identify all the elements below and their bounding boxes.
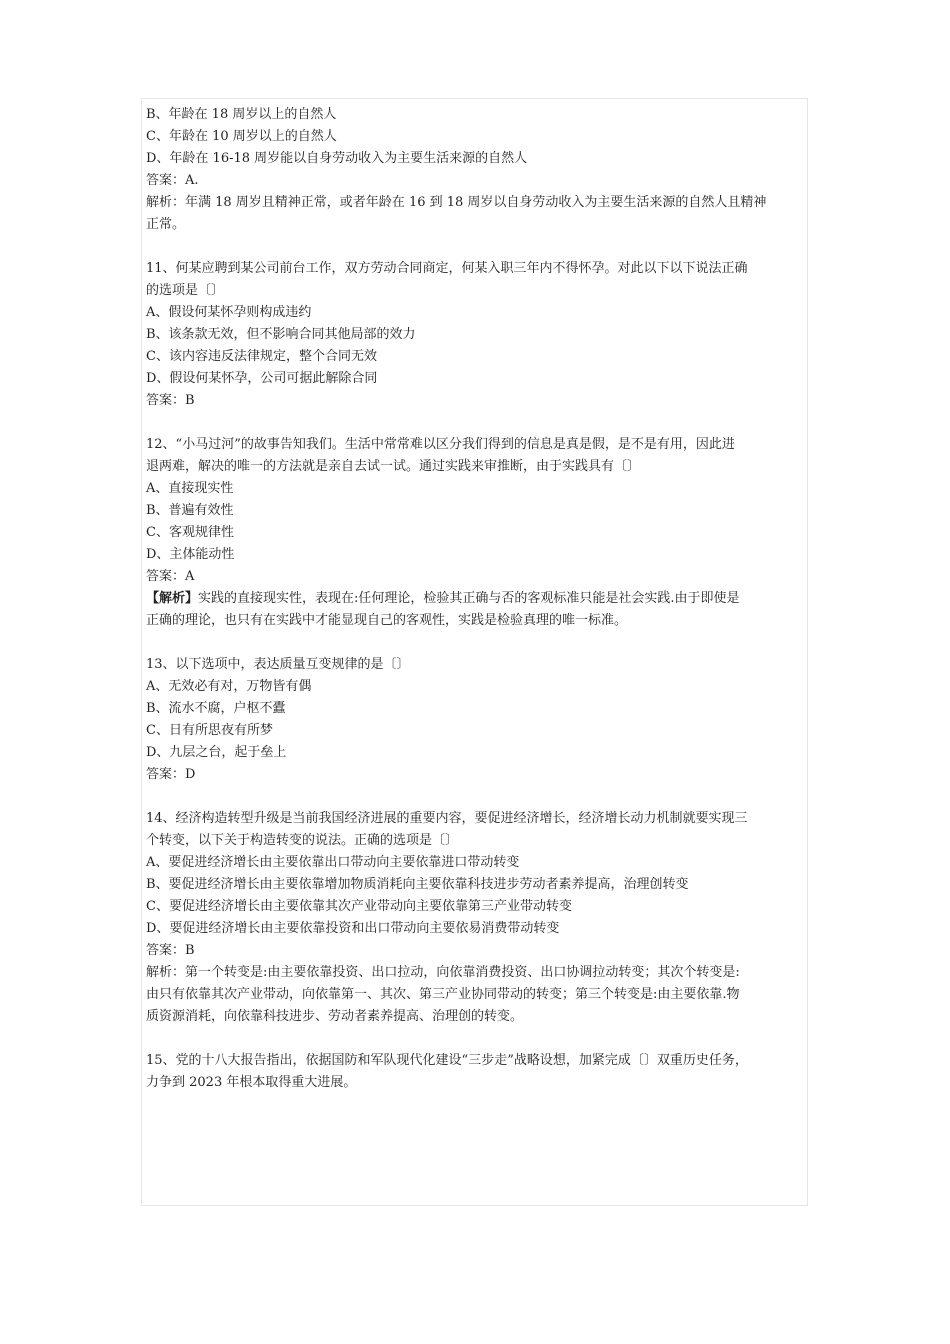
- q11-stem-line-1: 11、何某应聘到某公司前台工作，双方劳动合同商定，何某入职三年内不得怀孕。对此以下以下说法正确: [146, 261, 748, 276]
- q10-option-d: D、年龄在 16-18 周岁能以自身劳动收入为主要生活来源的自然人: [146, 151, 528, 166]
- q14-analysis-line-3: 质资源消耗，向依靠科技进步、劳动者素养提高、治理创的转变。: [146, 1009, 524, 1024]
- q15-stem-line-1: 15、党的十八大报告指出，依据国防和军队现代化建设“三步走”战略设想，加紧完成〔〕双重历史任务，: [146, 1053, 748, 1068]
- question-10-tail: [146, 104, 810, 236]
- q13-option-b: B、流水不腐，户枢不蠹: [146, 701, 286, 716]
- q12-analysis-text: 实践的直接现实性，表现在:任何理论，检验其正确与否的客观标准只能是社会实践.由于即使是: [198, 591, 740, 606]
- question-11: [146, 258, 810, 412]
- q13-option-c: C、日有所思夜有所梦: [146, 723, 273, 738]
- document-page: [141, 98, 808, 1206]
- q14-option-a: A、要促进经济增长由主要依靠出口带动向主要依靠进口带动转变: [146, 855, 520, 870]
- spacer: [146, 786, 810, 808]
- q14-analysis-line-2: 由只有依靠其次产业带动，向依靠第一、其次、第三产业协同带动的转变；第三个转变是:由主要依靠.物: [146, 987, 740, 1002]
- q14-option-d: D、要促进经济增长由主要依靠投资和出口带动向主要依易消费带动转变: [146, 921, 560, 936]
- q11-option-d: D、假设何某怀孕，公司可据此解除合同: [146, 371, 378, 386]
- q14-analysis-line-1: 解析：第一个转变是:由主要依靠投资、出口拉动，向依靠消费投资、出口协调拉动转变；其次个转变是:: [146, 965, 740, 980]
- q12-option-d: D、主体能动性: [146, 547, 235, 562]
- q14-stem-line-2: 个转变，以下关于构造转变的说法。正确的选项是〔〕: [146, 833, 459, 848]
- q12-option-a: A、直接现实性: [146, 481, 234, 496]
- q10-analysis-line-2: 正常。: [146, 217, 186, 232]
- spacer: [146, 1028, 810, 1050]
- q12-stem-line-2: 退两难，解决的唯一的方法就是亲自去试一试。通过实践来审推断，由于实践具有〔〕: [146, 459, 641, 474]
- q10-analysis-line-1: 解析：年满 18 周岁且精神正常，或者年龄在 16 到 18 周岁以自身劳动收入为主要生活来源的自然人且精神: [146, 195, 767, 210]
- q13-option-d: D、九层之台，起于垒上: [146, 745, 287, 760]
- q11-stem-line-2: 的选项是〔〕: [146, 283, 225, 298]
- q12-analysis-tag: 【解析】: [146, 591, 199, 606]
- q11-option-c: C、该内容违反法律规定，整个合同无效: [146, 349, 377, 364]
- q14-answer: 答案：B: [146, 943, 195, 958]
- question-14: [146, 808, 810, 1028]
- q12-option-b: B、普遍有效性: [146, 503, 234, 518]
- q12-analysis-line-2: 正确的理论，也只有在实践中才能显现自己的客观性，实践是检验真理的唯一标准。: [146, 613, 628, 628]
- q13-answer: 答案：D: [146, 767, 196, 782]
- q13-stem: 13、以下选项中，表达质量互变规律的是〔〕: [146, 657, 410, 672]
- spacer: [146, 412, 810, 434]
- q10-option-c: C、年龄在 10 周岁以上的自然人: [146, 129, 337, 144]
- q10-option-b: B、年龄在 18 周岁以上的自然人: [146, 107, 337, 122]
- question-12: [146, 434, 810, 632]
- q14-option-b: B、要促进经济增长由主要依靠增加物质消耗向主要依靠科技进步劳动者素养提高，治理创转变: [146, 877, 689, 892]
- q15-stem-line-2: 力争到 2023 年根本取得重大进展。: [146, 1075, 357, 1090]
- q11-option-a: A、假设何某怀孕则构成违约: [146, 305, 312, 320]
- q11-option-b: B、该条款无效，但不影响合同其他局部的效力: [146, 327, 416, 342]
- q12-option-c: C、客观规律性: [146, 525, 234, 540]
- q13-option-a: A、无效必有对，万物皆有偶: [146, 679, 312, 694]
- page-content: [146, 104, 810, 1094]
- spacer: [146, 236, 810, 258]
- spacer: [146, 632, 810, 654]
- q10-answer: 答案：A.: [146, 173, 199, 188]
- q14-option-c: C、要促进经济增长由主要依靠其次产业带动向主要依靠第三产业带动转变: [146, 899, 572, 914]
- question-13: [146, 654, 810, 786]
- q12-analysis-line-1: [146, 588, 810, 610]
- q12-stem-line-1: 12、“小马过河”的故事告知我们。生活中常常难以区分我们得到的信息是真是假，是不是有用，因此进: [146, 437, 735, 452]
- q14-stem-line-1: 14、经济构造转型升级是当前我国经济进展的重要内容，要促进经济增长，经济增长动力机制就要实现三: [146, 811, 748, 826]
- q11-answer: 答案：B: [146, 393, 195, 408]
- question-15: [146, 1050, 810, 1094]
- q12-answer: 答案：A: [146, 569, 195, 584]
